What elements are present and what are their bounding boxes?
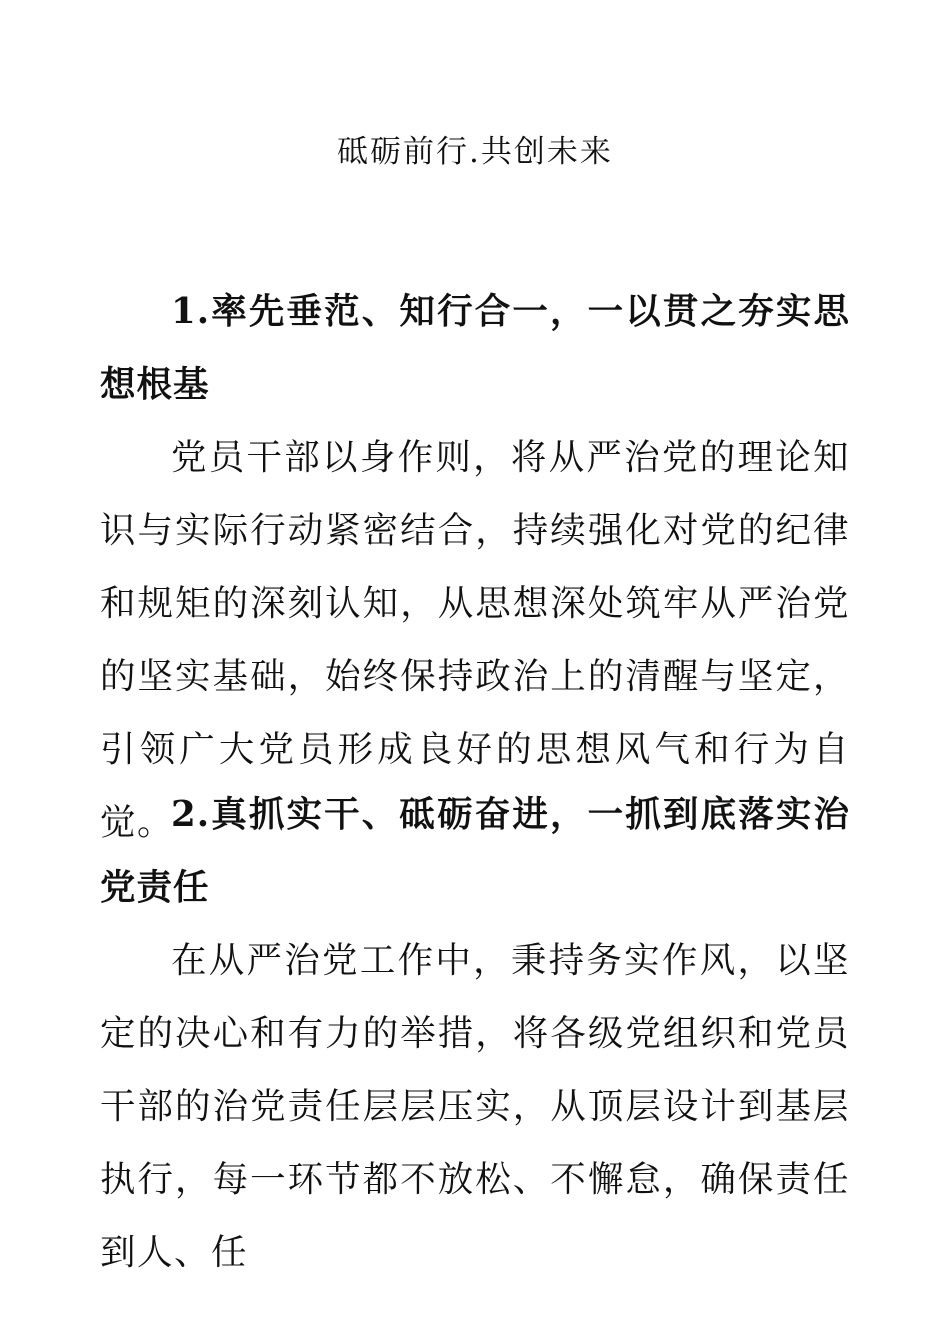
section-paragraph-2: 在从严治党工作中，秉持务实作风，以坚定的决心和有力的举措，将各级党组织和党员干部的治党责任层层压实，从顶层设计到基层执行，每一环节都不放松、不懈怠，确保责任到人、任	[100, 940, 850, 1273]
section-heading-1: 1.率先垂范、知行合一，一以贯之夯实思想根基	[100, 291, 850, 405]
document-title: 砥砺前行.共创未来	[337, 134, 613, 170]
section-heading-2: 2.真抓实干、砥砺奋进，一抓到底落实治党责任	[100, 794, 850, 908]
section-paragraph-1: 党员干部以身作则，将从严治党的理论知识与实际行动紧密结合，持续强化对党的纪律和规矩的深刻认知，从思想深处筑牢从严治党的坚实基础，始终保持政治上的清醒与坚定，引领广大党员形成良好的思想风气和行为自觉。	[100, 437, 850, 843]
